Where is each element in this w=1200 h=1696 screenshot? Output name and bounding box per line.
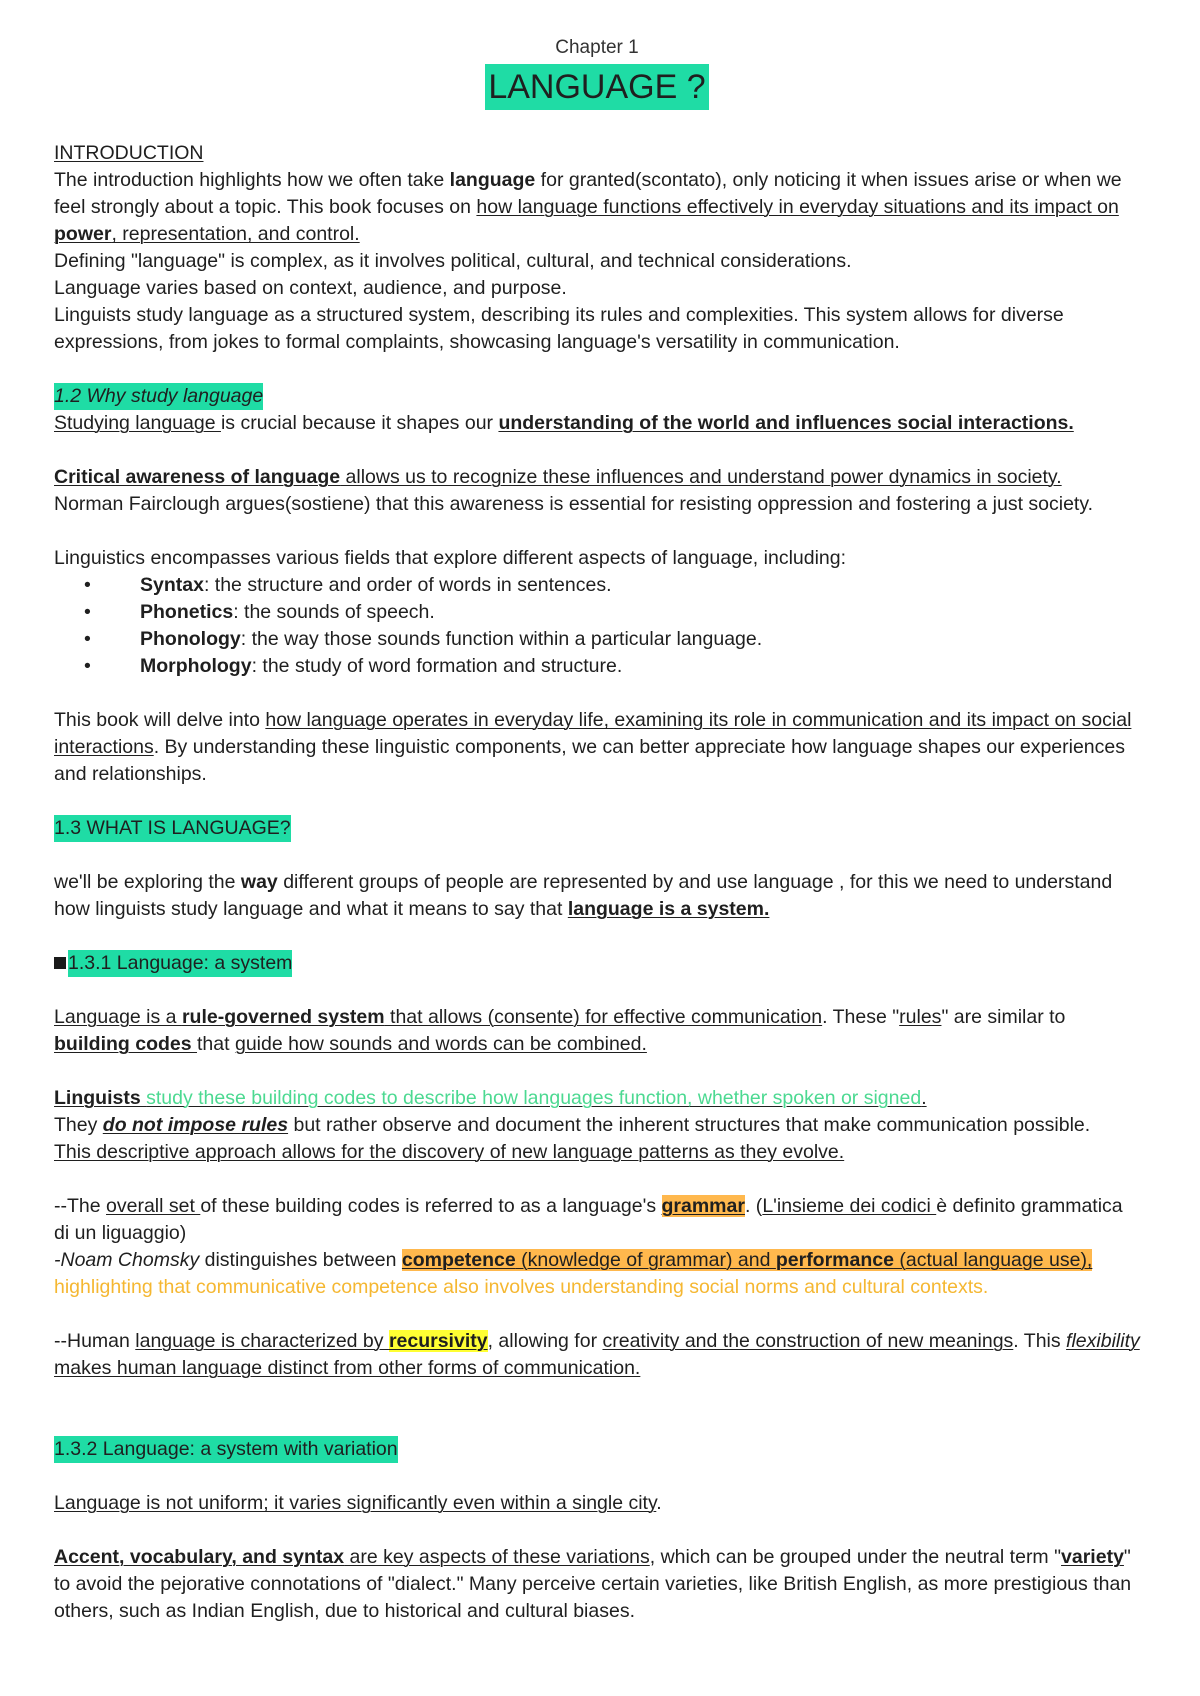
section-1-3-1-paragraph-3: They do not impose rules but rather observe and document the inherent structures that make communication possible.	[54, 1114, 1091, 1136]
section-1-3-1-heading: 1.3.1 Language: a system	[54, 950, 1140, 977]
section-1-3-2-heading: 1.3.2 Language: a system with variation	[54, 1436, 1140, 1463]
section-1-3-2	[54, 1436, 1140, 1625]
list-item: • Phonology: the way those sounds function within a particular language.	[84, 628, 763, 650]
intro-paragraph-2: Defining "language" is complex, as it involves political, cultural, and technical considerations.	[54, 250, 852, 272]
list-item: • Syntax: the structure and order of words in sentences.	[84, 574, 612, 596]
chapter-header	[54, 36, 1140, 110]
section-1-3	[54, 815, 1140, 923]
section-1-3-2-paragraph-2: Accent, vocabulary, and syntax are key aspects of these variations, which can be grouped under the neutral term "variety" to avoid the pejorative connotations of "dialect." Many perceive certain varieties, like British English, as more prestigious than others, such as Indian English, due to historical and cultural biases.	[54, 1546, 1132, 1622]
intro-paragraph-4: Linguists study language as a structured system, describing its rules and complexities. This system allows for diverse expressions, from jokes to formal complaints, showcasing language's versatility in communication.	[54, 304, 1064, 353]
document-title: LANGUAGE ?	[485, 64, 708, 110]
section-1-3-1-paragraph-4: This descriptive approach allows for the discovery of new language patterns as they evolve.	[54, 1141, 845, 1163]
section-1-2-paragraph-1: Studying language is crucial because it shapes our understanding of the world and influences social interactions.	[54, 412, 1074, 434]
section-1-2-paragraph-2: Critical awareness of language allows us to recognize these influences and understand power dynamics in society.	[54, 466, 1062, 488]
section-1-3-1-paragraph-7: --Human language is characterized by recursivity, allowing for creativity and the construction of new meanings. This flexibility makes human language distinct from other forms of communication.	[54, 1330, 1140, 1379]
intro-paragraph-3: Language varies based on context, audience, and purpose.	[54, 277, 567, 299]
section-1-3-paragraph-1: we'll be exploring the way different groups of people are represented by and use language , for this we need to understand how linguists study language and what it means to say that language is a system.	[54, 871, 1113, 920]
section-1-2-paragraph-5: This book will delve into how language operates in everyday life, examining its role in communication and its impact on social interactions. By understanding these linguistic components, we can better appreciate how language shapes our experiences and relationships.	[54, 709, 1132, 785]
section-1-2-heading: 1.2 Why study language	[54, 383, 1140, 410]
section-1-3-1-paragraph-5: --The overall set of these building codes is referred to as a language's grammar. (L'insieme dei codici è definito grammatica di un liguaggio)	[54, 1195, 1123, 1244]
section-1-3-1-paragraph-2: Linguists study these building codes to describe how languages function, whether spoken or signed.	[54, 1087, 927, 1109]
square-bullet-icon	[54, 957, 66, 969]
list-item: • Phonetics: the sounds of speech.	[84, 601, 435, 623]
section-1-3-1-paragraph-1: Language is a rule-governed system that allows (consente) for effective communication. These "rules" are similar to building codes that guide how sounds and words can be combined.	[54, 1006, 1066, 1055]
section-1-2	[54, 383, 1140, 788]
section-1-3-2-paragraph-1: Language is not uniform; it varies significantly even within a single city.	[54, 1492, 662, 1514]
section-1-3-1	[54, 950, 1140, 1382]
chapter-label: Chapter 1	[555, 37, 639, 58]
section-1-3-heading: 1.3 WHAT IS LANGUAGE?	[54, 815, 1140, 842]
linguistics-fields-list	[54, 572, 1140, 680]
section-1-3-1-paragraph-6: -Noam Chomsky distinguishes between competence (knowledge of grammar) and performance (actual language use), highlighting that communicative competence also involves understanding social norms and cultural contexts.	[54, 1249, 1093, 1298]
section-1-2-paragraph-4: Linguistics encompasses various fields that explore different aspects of language, including:	[54, 547, 847, 569]
introduction-heading: INTRODUCTION	[54, 142, 204, 164]
intro-paragraph-1: The introduction highlights how we often take language for granted(scontato), only noticing it when issues arise or when we feel strongly about a topic. This book focuses on how language functions effectively in everyday situations and its impact on power, representation, and control.	[54, 169, 1122, 245]
section-1-2-paragraph-3: Norman Fairclough argues(sostiene) that this awareness is essential for resisting oppression and fostering a just society.	[54, 493, 1094, 515]
introduction-section	[54, 140, 1140, 356]
list-item: • Morphology: the study of word formation and structure.	[84, 655, 623, 677]
